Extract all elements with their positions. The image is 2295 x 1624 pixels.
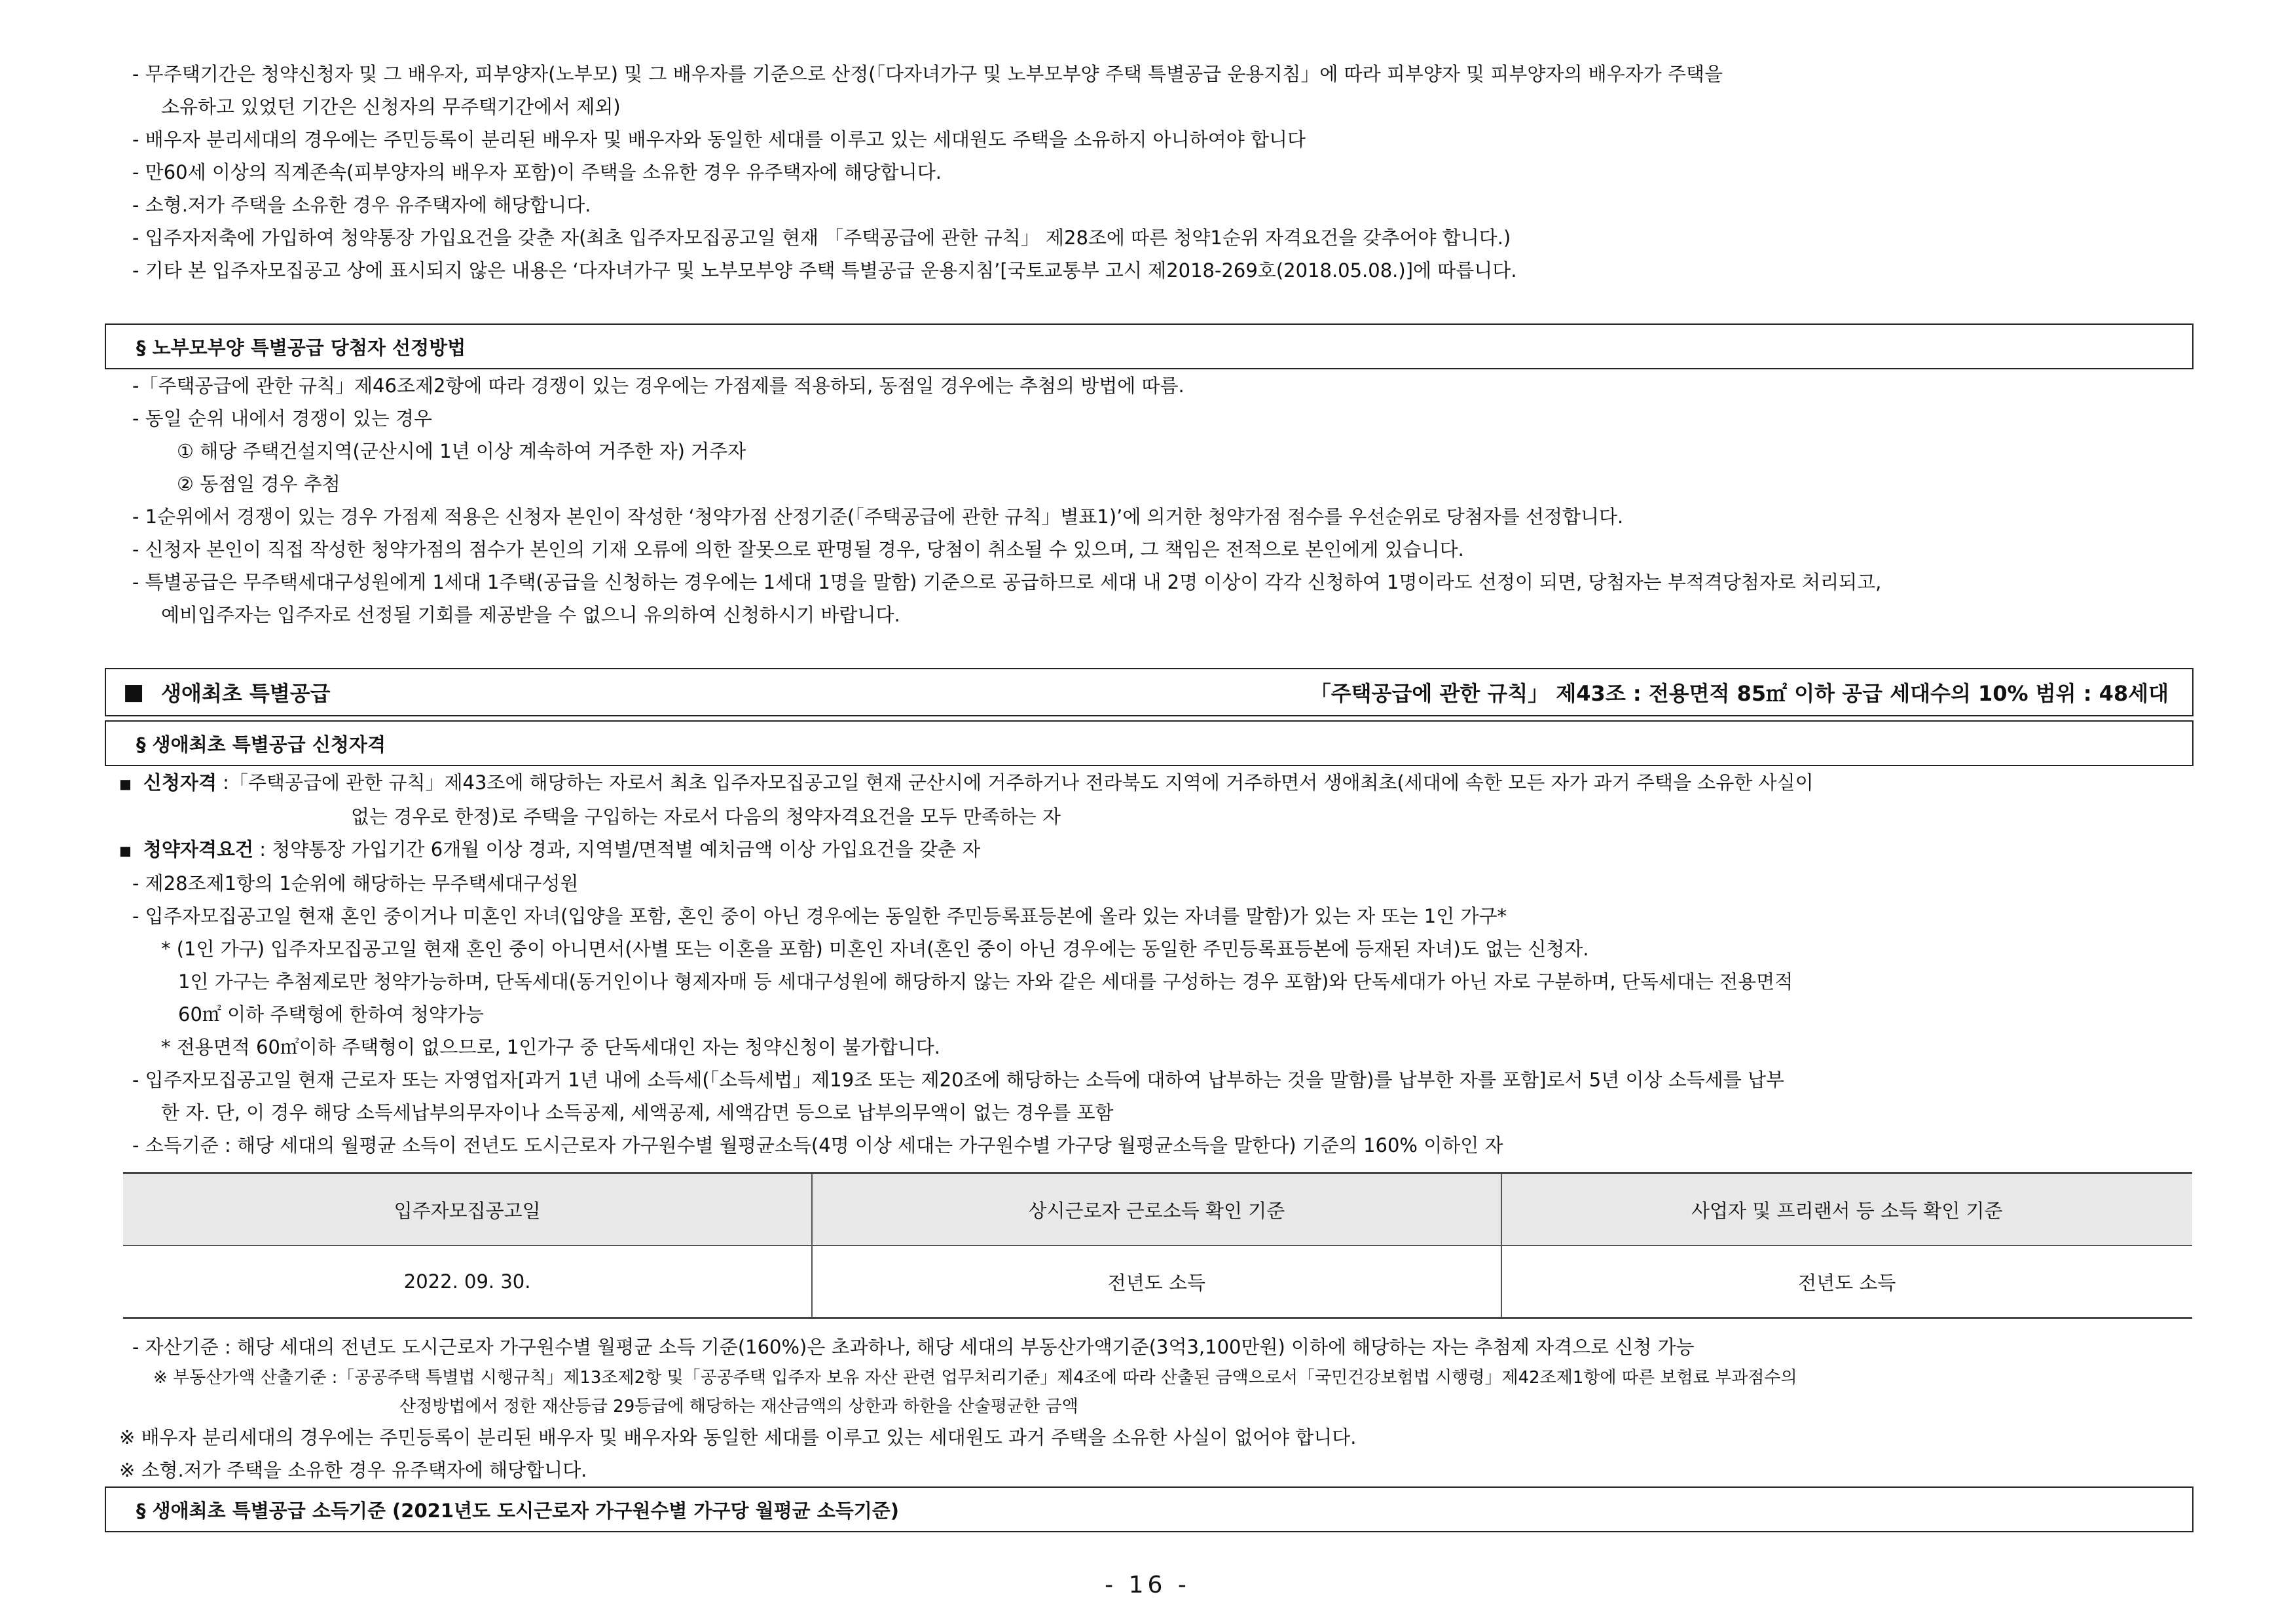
column-header: 사업자 및 프리랜서 등 소득 확인 기준 (1501, 1173, 2192, 1246)
column-header: 상시근로자 근로소득 확인 기준 (812, 1173, 1501, 1246)
text-line: 1인 가구는 추첨제로만 청약가능하며, 단독세대(동거인이나 형제자매 등 세대구성원에 해당하지 않는 자와 같은 세대를 구성하는 경우 포함)와 단독세대가 아닌 자로 구분하며, 단독세대는 전용면적 (178, 970, 1793, 993)
text-line: - 입주자모집공고일 현재 근로자 또는 자영업자[과거 1년 내에 소득세(「소득세법」제19조 또는 제20조에 해당하는 소득에 대하여 납부하는 것을 말함)를 납부한 자를 포함]로서 5년 이상 소득세를 납부 (132, 1069, 1784, 1091)
note-line: ※ 배우자 분리세대의 경우에는 주민등록이 분리된 배우자 및 배우자와 동일한 세대를 이루고 있는 세대원도 과거 주택을 소유한 사실이 없어야 합니다. (119, 1426, 1357, 1449)
text-line: - 자산기준 : 해당 세대의 전년도 도시근로자 가구원수별 월평균 소득 기준(160%)은 초과하나, 해당 세대의 부동산가액기준(3억3,100만원) 이하에 해당하는 자는 추첨제 자격으로 신청 가능 (132, 1336, 1695, 1358)
text-line: - 입주자저축에 가입하여 청약통장 가입요건을 갖춘 자(최초 입주자모집공고일 현재 「주택공급에 관한 규칙」 제28조에 따른 청약1순위 자격요건을 갖추어야 합니다.) (132, 227, 1511, 249)
text-line: 60㎡ 이하 주택형에 한하여 청약가능 (178, 1003, 484, 1025)
text-line: ② 동점일 경우 추첨 (177, 473, 340, 495)
text-line: 한 자. 단, 이 경우 해당 소득세납부의무자이나 소득공제, 세액공제, 세액감면 등으로 납부의무액이 없는 경우를 포함 (161, 1101, 1114, 1124)
text-line: - 제28조제1항의 1순위에 해당하는 무주택세대구성원 (132, 872, 579, 895)
table-row (123, 1246, 2192, 1318)
text-line: - 특별공급은 무주택세대구성원에게 1세대 1주택(공급을 신청하는 경우에는 1세대 1명을 말함) 기준으로 공급하므로 세대 내 2명 이상이 각각 신청하여 1명이라도 선정이 되면, 당첨자는 부적격당첨자로 처리되고, (132, 571, 1882, 593)
text-line: 예비입주자는 입주자로 선정될 기회를 제공받을 수 없으니 유의하여 신청하시기 바랍니다. (161, 604, 900, 626)
reference-note: ※ 부동산가액 산출기준 :「공공주택 특별법 시행규칙」제13조제2항 및「공공주택 입주자 보유 자산 관련 업무처리기준」제4조에 따라 산출된 금액으로서「국민건강보험법 시행령」제42조제1항에 따른 보험료 부과점수의 (153, 1368, 1797, 1388)
text-line: - 무주택기간은 청약신청자 및 그 배우자, 피부양자(노부모) 및 그 배우자를 기준으로 산정(「다자녀가구 및 노부모부양 주택 특별공급 운용지침」에 따라 피부양자 및 피부양자의 배우자가 주택을 (132, 63, 1723, 85)
table-cell: 전년도 소득 (1501, 1246, 2192, 1318)
page-number: - 16 - (1105, 1572, 1190, 1598)
section-header-first-home-income: § 생애최초 특별공급 소득기준 (2021년도 도시근로자 가구원수별 가구당 월평균 소득기준) (105, 1486, 2194, 1532)
text-line: - 1순위에서 경쟁이 있는 경우 가점제 적용은 신청자 본인이 작성한 ‘청약가점 산정기준(「주택공급에 관한 규칙」별표1)’에 의거한 청약가점 점수를 우선순위로 당첨자를 선정합니다. (132, 506, 1624, 528)
text-line: -「주택공급에 관한 규칙」제46조제2항에 따라 경쟁이 있는 경우에는 가점제를 적용하되, 동점일 경우에는 추첨의 방법에 따름. (132, 375, 1184, 397)
apply-line (105, 766, 2194, 800)
text-line: - 신청자 본인이 직접 작성한 청약가점의 점수가 본인의 기재 오류에 의한 잘못으로 판명될 경우, 당첨이 취소될 수 있으며, 그 책임은 전적으로 본인에게 있습니다. (132, 538, 1464, 561)
text-line: - 입주자모집공고일 현재 혼인 중이거나 미혼인 자녀(입양을 포함, 혼인 중이 아닌 경우에는 동일한 주민등록표등본에 올라 있는 자녀를 말함)가 있는 자 또는 1인 가구* (132, 905, 1507, 927)
note-line: ※ 소형.저가 주택을 소유한 경우 유주택자에 해당합니다. (119, 1459, 587, 1481)
column-header: 입주자모집공고일 (394, 1199, 541, 1222)
section-header-first-home (105, 668, 2194, 716)
requirement-line (105, 833, 2194, 867)
section-header-first-home-qualification: § 생애최초 특별공급 신청자격 (105, 720, 2194, 766)
apply-label: 신청자격 (143, 771, 217, 794)
requirement-text: : 청약통장 가입기간 6개월 이상 경과, 지역별/면적별 예치금액 이상 가입요건을 갖춘 자 (253, 838, 981, 860)
text-line: - 동일 순위 내에서 경쟁이 있는 경우 (132, 407, 432, 430)
text-line: - 소득기준 : 해당 세대의 월평균 소득이 전년도 도시근로자 가구원수별 월평균소득(4명 이상 세대는 가구원수별 가구당 월평균소득을 말한다) 기준의 160% 이하인 자 (132, 1134, 1503, 1156)
text-line: 없는 경우로 한정)로 주택을 구입하는 자로서 다음의 청약자격요건을 모두 만족하는 자 (351, 805, 1061, 828)
section-title: 생애최초 특별공급 (161, 681, 331, 706)
square-bullet-icon: ■ (119, 776, 132, 792)
table-header-row (123, 1173, 2192, 1246)
apply-text: :「주택공급에 관한 규칙」제43조에 해당하는 자로서 최초 입주자모집공고일 현재 군산시에 거주하거나 전라북도 지역에 거주하면서 생애최초(세대에 속한 모든 자가 과거 주택을 소유한 사실이 (216, 771, 1814, 794)
table-cell: 전년도 소득 (812, 1246, 1501, 1318)
text-line: - 기타 본 입주자모집공고 상에 표시되지 않은 내용은 ‘다자녀가구 및 노부모부양 주택 특별공급 운용지침’[국토교통부 고시 제2018-269호(2018.05.08.)]에 따릅니다. (132, 259, 1517, 282)
square-bullet-icon: ■ (119, 843, 132, 858)
section-rule: 「주택공급에 관한 규칙」 제43조 : 전용면적 85㎡ 이하 공급 세대수의 10% 범위 : 48세대 (1310, 681, 2169, 706)
text-line: * 전용면적 60㎡이하 주택형이 없으므로, 1인가구 중 단독세대인 자는 청약신청이 불가합니다. (161, 1036, 940, 1058)
table-cell: 2022. 09. 30. (123, 1246, 812, 1318)
reference-note: 산정방법에서 정한 재산등급 29등급에 해당하는 재산금액의 상한과 하한을 산술평균한 금액 (399, 1397, 1078, 1416)
text-line: * (1인 가구) 입주자모집공고일 현재 혼인 중이 아니면서(사별 또는 이혼을 포함) 미혼인 자녀(혼인 중이 아닌 경우에는 동일한 주민등록표등본에 등재된 자녀)도 없는 신청자. (161, 938, 1589, 960)
text-line: - 소형.저가 주택을 소유한 경우 유주택자에 해당합니다. (132, 194, 591, 216)
text-line: ① 해당 주택건설지역(군산시에 1년 이상 계속하여 거주한 자) 거주자 (177, 440, 746, 462)
income-check-table (123, 1172, 2192, 1319)
black-square-icon: ■ (123, 679, 145, 705)
section-header-elderly-selection: § 노부모부양 특별공급 당첨자 선정방법 (105, 323, 2194, 369)
text-line: - 만60세 이상의 직계존속(피부양자의 배우자 포함)이 주택을 소유한 경우 유주택자에 해당합니다. (132, 161, 942, 183)
requirement-label: 청약자격요건 (143, 838, 253, 860)
text-line: 소유하고 있었던 기간은 신청자의 무주택기간에서 제외) (161, 96, 621, 118)
document-page (105, 58, 2194, 1532)
text-line: - 배우자 분리세대의 경우에는 주민등록이 분리된 배우자 및 배우자와 동일한 세대를 이루고 있는 세대원도 주택을 소유하지 아니하여야 합니다 (132, 128, 1306, 151)
